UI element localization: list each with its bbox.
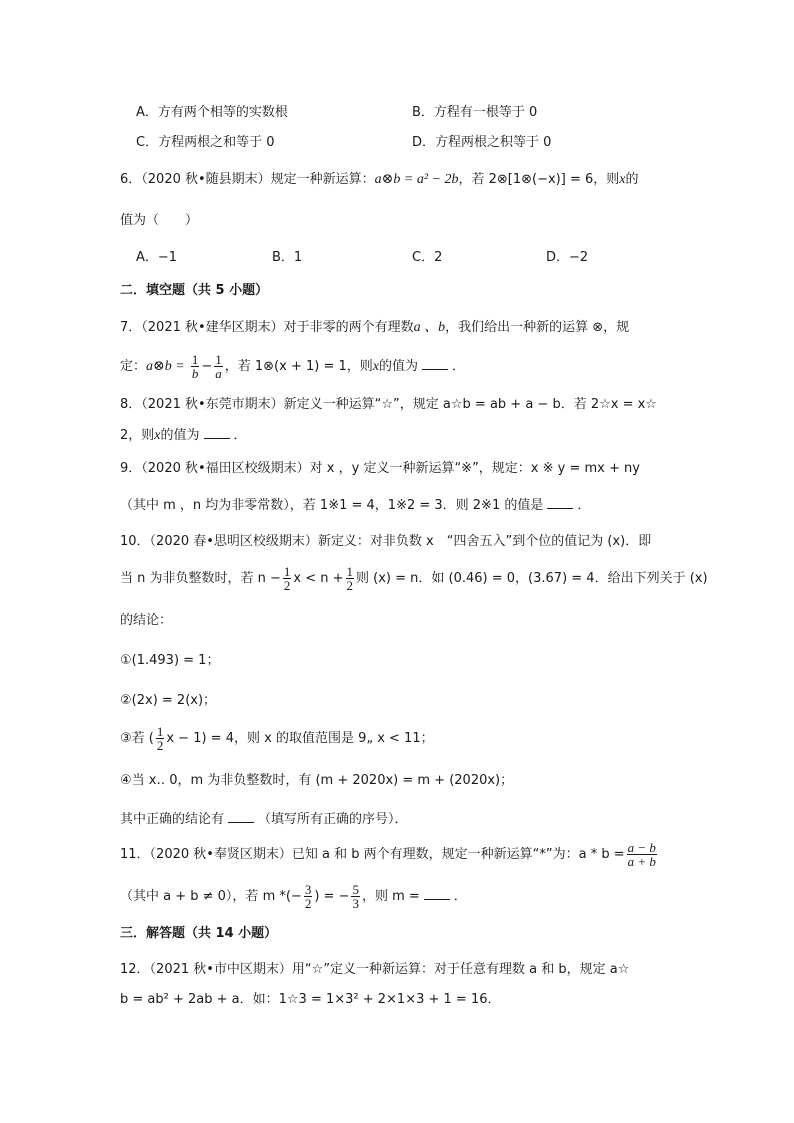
q10-fraction-half-1 (283, 565, 292, 592)
q6-end: 的 (625, 172, 639, 187)
q11-f2-den: 3 (352, 896, 359, 911)
q5-option-d: D．方程两根之积等于 0 (412, 135, 552, 150)
q6-line2: 值为（ ） (120, 213, 199, 228)
section-2-title: 二．填空题（共 5 小题） (120, 283, 269, 298)
q10-conclusion (120, 810, 408, 829)
q7-frac2-den: a (215, 366, 222, 381)
q11-f1-den: 2 (304, 896, 312, 911)
q6-line1 (120, 171, 638, 189)
q10-half1-den: 2 (283, 578, 291, 593)
q7-vars: a 、b (413, 320, 446, 335)
q11-line2 (120, 882, 467, 912)
q10-line2 (120, 564, 708, 594)
section-3-title: 三．解答题（共 14 小题） (120, 926, 278, 941)
q7-suffix: ，我们给出一种新的运算 ⊗，规 (445, 320, 630, 335)
q10-fraction-half-2 (346, 565, 355, 592)
q7-frac2-num: 1 (215, 352, 222, 367)
q10-item3-half-num: 1 (156, 724, 164, 739)
q11-line2-mid: ) = − (314, 889, 350, 904)
q6-formula: a⊗b = a² − 2b (374, 172, 459, 187)
q11-line2-prefix: （其中 a + b ≠ 0），若 m *(− (120, 889, 302, 904)
q5-option-b: B．方程有一根等于 0 (412, 105, 538, 120)
q7-line2-prefix: 定： (120, 359, 147, 374)
q10-half1-num: 1 (283, 564, 291, 579)
q6-option-d: D．−2 (546, 250, 589, 265)
q10-conclusion-suffix: （填写所有正确的序号）． (258, 812, 408, 827)
q10-line2-prefix: 当 n 为非负整数时，若 n − (120, 571, 281, 586)
q6-option-b: B．1 (272, 250, 303, 265)
q11-frac-num: a − b (627, 840, 656, 855)
q8-period: ． (233, 428, 247, 443)
q6-option-a: A．−1 (136, 250, 178, 265)
q6-prefix: 6．（2020 秋•随县期末）规定一种新运算： (120, 172, 375, 187)
q7-fraction-1-over-a (214, 353, 223, 380)
q10-line3: 的结论： (120, 613, 173, 628)
q11-f2-num: 5 (352, 882, 359, 897)
q10-line1: 10．（2020 春•思明区校级期末）新定义：对非负数 x “四舍五入”到个位的值记为 (x)．即 (120, 534, 652, 549)
q8-answer-blank[interactable] (204, 426, 230, 439)
q10-item3-fraction-half (156, 725, 165, 752)
q10-answer-blank[interactable] (228, 810, 254, 823)
q5-option-c: C．方程两根之和等于 0 (136, 135, 275, 150)
q11-fraction-5-over-3 (351, 883, 360, 910)
q11-fraction-3-over-2 (304, 883, 313, 910)
q9-line2 (120, 496, 590, 515)
q8-line2 (120, 426, 247, 445)
q12-line2: b = ab² + 2ab + a．如：1☆3 = 1×3² + 2×1×3 + 1 = 16． (120, 992, 501, 1007)
q6-mid: ，若 2⊗[1⊗(−x)] = 6，则 (458, 172, 620, 187)
q9-answer-blank[interactable] (547, 496, 573, 509)
q10-item3-suffix: x − 1) = 4，则 x 的取值范围是 9„ x < 11； (166, 731, 434, 746)
q9-line2-text: （其中 m ，n 均为非零常数），若 1※1 = 4，1※2 = 3．则 2※1 的值是 (120, 498, 544, 513)
q10-half2-den: 2 (346, 578, 354, 593)
q6-var-x: x (619, 172, 626, 187)
q7-period: ． (451, 359, 465, 374)
q10-item-2: ②(2x) = 2(x)； (120, 693, 217, 708)
q11-answer-blank[interactable] (424, 887, 450, 900)
q11-line1-text: 11．（2020 秋•奉贤区期末）已知 a 和 b 两个有理数，规定一种新运算“*”为：a * b = (120, 847, 625, 862)
q7-line1 (120, 319, 629, 337)
q7-line2 (120, 352, 465, 382)
q11-fraction-main (627, 841, 657, 868)
q10-item3-half-den: 2 (156, 738, 164, 753)
q7-fraction-1-over-b (191, 353, 200, 380)
q8-line1: 8．（2021 秋•东莞市期末）新定义一种运算“☆”，规定 a☆b = ab + a − b．若 2☆x = x☆ (120, 397, 657, 412)
q9-line1: 9．（2020 秋•福田区校级期末）对 x ，y 定义一种新运算“※”，规定：x ※ y = mx + ny (120, 461, 640, 476)
q10-item-3 (120, 724, 434, 754)
q7-prefix: 7．（2021 秋•建华区期末）对于非零的两个有理数 (120, 320, 414, 335)
q7-def-lhs: a⊗b = (146, 359, 185, 374)
q10-item-4: ④当 x‥ 0，m 为非负整数时，有 (m + 2020x) = m + (2020x)； (120, 773, 514, 788)
q10-line2-mid: x < n + (293, 571, 344, 586)
q7-answer-blank[interactable] (422, 357, 448, 370)
q7-frac1-den: b (191, 366, 199, 381)
q8-var-x: x (154, 428, 161, 443)
q12-line1: 12．（2021 秋•市中区期末）用“☆”定义一种新运算：对于任意有理数 a 和 b，规定 a☆ (120, 962, 630, 977)
q10-conclusion-prefix: 其中正确的结论有 (120, 812, 225, 827)
q11-f1-num: 3 (304, 882, 312, 897)
q6-option-c: C．2 (412, 250, 443, 265)
q7-var-x: x (372, 359, 379, 374)
q7-frac1-num: 1 (191, 352, 199, 367)
q10-half2-num: 1 (346, 564, 354, 579)
q7-line2-end: 的值为 (378, 359, 418, 374)
q9-period: ． (577, 498, 591, 513)
q8-line2-prefix: 2，则 (120, 428, 155, 443)
q10-line2-suffix: 则 (x) = n．如 (0.46) = 0，(3.67) = 4．给出下列关于 (x) (356, 571, 708, 586)
q10-item-1: ①(1.493) = 1； (120, 653, 220, 668)
q11-period: ． (453, 889, 467, 904)
q7-minus: − (201, 359, 213, 374)
q11-frac-den: a + b (627, 854, 656, 869)
q11-line2-suffix: ，则 m = (361, 889, 420, 904)
q5-option-a: A．方有两个相等的实数根 (136, 105, 288, 120)
q11-line1 (120, 840, 659, 870)
q8-line2-end: 的值为 (160, 428, 200, 443)
q7-line2-mid: ，若 1⊗(x + 1) = 1，则 (224, 359, 373, 374)
q10-item3-prefix: ③若 ( (120, 731, 154, 746)
